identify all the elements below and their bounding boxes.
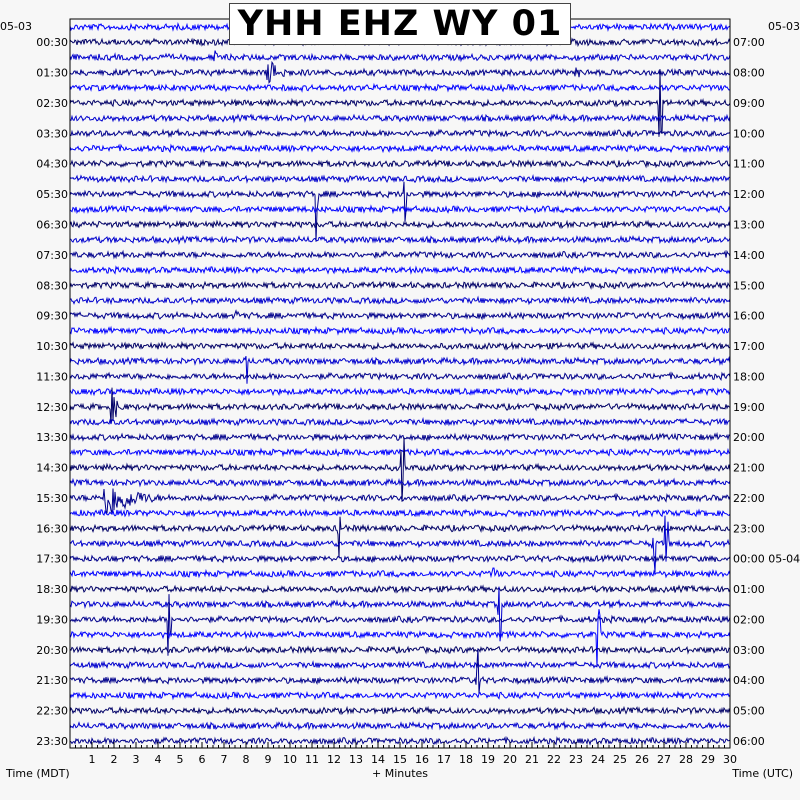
right-time-label: 07:00 [733, 36, 765, 50]
left-time-label: 14:30 [36, 461, 68, 475]
x-tick-label: 24 [591, 753, 605, 766]
x-tick-label: 14 [371, 753, 385, 766]
left-time-label: 04:30 [36, 157, 68, 171]
left-time-label: 22:30 [36, 704, 68, 718]
right-time-label: 21:00 [733, 461, 765, 475]
right-time-label: 11:00 [733, 157, 765, 171]
x-tick-label: 18 [459, 753, 473, 766]
x-tick-label: 7 [220, 753, 228, 766]
left-time-label: 16:30 [36, 522, 68, 536]
seismic-trace-6 [70, 115, 730, 122]
right-time-label: 14:00 [733, 248, 765, 262]
x-axis-label: + Minutes [371, 767, 429, 780]
seismic-trace-37 [70, 586, 730, 593]
right-time-label: 22:00 [733, 491, 765, 505]
seismic-trace-12 [70, 206, 730, 213]
x-tick-label: 23 [569, 753, 583, 766]
left-time-label: 11:30 [36, 370, 68, 384]
x-tick-label: 30 [723, 753, 737, 766]
x-tick-label: 11 [305, 753, 319, 766]
right-time-label: 09:00 [733, 96, 765, 110]
x-tick-label: 3 [132, 753, 140, 766]
left-time-label: 01:30 [36, 66, 68, 80]
seismic-trace-7 [70, 130, 730, 137]
seismic-trace-31 [70, 489, 730, 514]
x-tick-label: 26 [635, 753, 649, 766]
seismic-trace-3 [70, 62, 730, 82]
seismic-trace-2 [70, 51, 730, 62]
seismic-trace-34 [70, 516, 730, 573]
left-time-label: 08:30 [36, 279, 68, 293]
seismic-trace-35 [70, 555, 730, 562]
right-time-label: 08:00 [733, 66, 765, 80]
left-time-label: 10:30 [36, 340, 68, 354]
x-tick-label: 27 [657, 753, 671, 766]
x-tick-label: 8 [242, 753, 250, 766]
x-tick-label: 21 [525, 753, 539, 766]
right-time-label: 03:00 [733, 643, 765, 657]
right-time-label: 05:00 [733, 704, 765, 718]
left-time-label: 02:30 [36, 96, 68, 110]
right-date-label: 05-03 [768, 20, 800, 33]
seismic-trace-21 [70, 343, 730, 349]
seismic-traces [70, 24, 730, 745]
seismic-trace-16 [70, 267, 730, 274]
left-axis-label: Time (MDT) [6, 767, 70, 780]
x-tick-label: 29 [701, 753, 715, 766]
x-tick-label: 28 [679, 753, 693, 766]
right-time-label: 18:00 [733, 370, 765, 384]
seismic-trace-23 [70, 373, 730, 380]
x-tick-label: 9 [264, 753, 272, 766]
seismic-trace-17 [70, 282, 730, 288]
left-time-label: 07:30 [36, 248, 68, 262]
seismic-trace-14 [70, 236, 730, 243]
x-tick-label: 1 [88, 753, 96, 766]
seismic-trace-43 [70, 648, 730, 694]
right-time-label: 04:00 [733, 674, 765, 688]
right-time-label: 19:00 [733, 400, 765, 414]
seismic-trace-24 [70, 388, 730, 395]
seismic-trace-5 [70, 69, 730, 137]
left-time-label: 12:30 [36, 400, 68, 414]
right-time-axis [733, 36, 800, 748]
x-tick-label: 19 [481, 753, 495, 766]
right-time-label: 12:00 [733, 188, 765, 202]
seismic-trace-29 [70, 437, 730, 501]
seismic-trace-45 [70, 707, 730, 714]
x-tick-label: 17 [437, 753, 451, 766]
x-tick-label: 16 [415, 753, 429, 766]
seismic-trace-15 [70, 252, 730, 259]
seismic-trace-30 [70, 479, 730, 486]
seismic-trace-46 [70, 723, 730, 730]
x-tick-label: 20 [503, 753, 517, 766]
left-time-label: 23:30 [36, 735, 68, 748]
plot-frame [70, 19, 730, 748]
left-time-axis [36, 36, 68, 748]
left-time-label: 21:30 [36, 674, 68, 688]
left-time-label: 05:30 [36, 188, 68, 202]
x-tick-label: 4 [154, 753, 162, 766]
right-time-label: 23:00 [733, 522, 765, 536]
right-time-label: 02:00 [733, 613, 765, 627]
seismic-trace-20 [70, 328, 730, 334]
right-time-label: 16:00 [733, 309, 765, 323]
right-time-label: 13:00 [733, 218, 765, 232]
right-axis-label: Time (UTC) [732, 767, 793, 780]
x-tick-label: 6 [198, 753, 206, 766]
left-time-label: 00:30 [36, 36, 68, 50]
seismic-trace-13 [70, 221, 730, 228]
left-time-label: 03:30 [36, 127, 68, 141]
right-time-label: 01:00 [733, 583, 765, 597]
seismic-trace-9 [70, 161, 730, 168]
seismic-trace-39 [70, 594, 730, 656]
left-time-label: 13:30 [36, 431, 68, 445]
right-time-label: 06:00 [733, 735, 765, 748]
seismic-trace-36 [70, 568, 730, 577]
x-tick-label: 15 [393, 753, 407, 766]
x-tick-label: 12 [327, 753, 341, 766]
left-date-label: 05-03 [0, 20, 32, 33]
seismic-trace-27 [70, 434, 730, 441]
seismic-trace-18 [70, 297, 730, 303]
x-tick-label: 10 [283, 753, 297, 766]
left-time-label: 19:30 [36, 613, 68, 627]
x-tick-label: 25 [613, 753, 627, 766]
seismic-trace-41 [70, 647, 730, 653]
left-time-label: 06:30 [36, 218, 68, 232]
left-time-label: 18:30 [36, 583, 68, 597]
x-tick-label: 2 [110, 753, 118, 766]
seismic-trace-44 [70, 692, 730, 698]
left-time-label: 20:30 [36, 643, 68, 657]
seismic-trace-33 [70, 517, 730, 558]
right-time-label: 10:00 [733, 127, 765, 141]
left-time-label: 09:30 [36, 309, 68, 323]
right-time-label: 15:00 [733, 279, 765, 293]
seismic-trace-28 [70, 449, 730, 456]
x-tick-label: 22 [547, 753, 561, 766]
left-time-label: 17:30 [36, 552, 68, 566]
seismic-trace-19 [70, 311, 730, 319]
chart-title: YHH EHZ WY 01 [229, 3, 571, 45]
left-time-label: 15:30 [36, 491, 68, 505]
seismic-trace-32 [70, 510, 730, 517]
right-time-label: 20:00 [733, 431, 765, 445]
right-time-label: 17:00 [733, 340, 765, 354]
seismic-trace-4 [70, 85, 730, 92]
seismic-trace-26 [70, 419, 730, 425]
right-time-label: 00:00 05-04 [733, 552, 800, 566]
seismic-trace-42 [70, 662, 730, 668]
x-tick-label: 5 [176, 753, 184, 766]
x-axis-ticks [70, 742, 737, 766]
seismic-trace-8 [70, 145, 730, 152]
x-tick-label: 13 [349, 753, 363, 766]
seismic-trace-10 [70, 176, 730, 182]
